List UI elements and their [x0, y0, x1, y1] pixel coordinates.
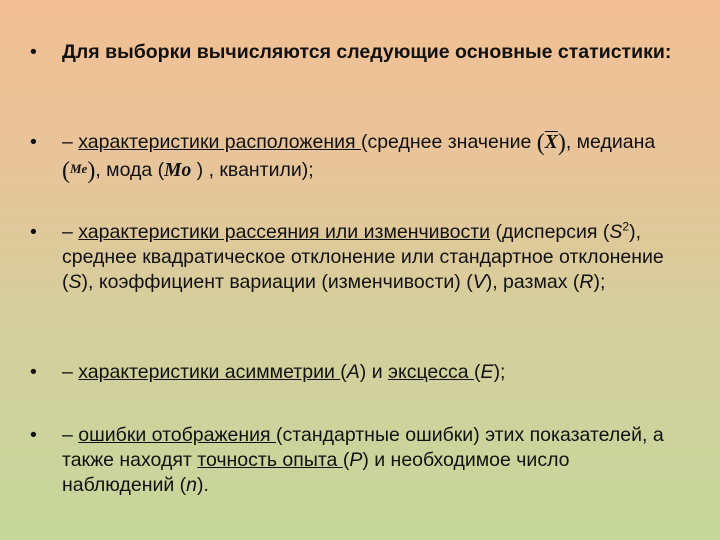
- bullet-item-1: [30, 40, 680, 65]
- bullet-marker: •: [30, 424, 37, 446]
- formula-mean: $(\overline{X})$: [536, 130, 566, 156]
- bullet-item-5: [30, 423, 680, 498]
- term-accuracy: точность опыта: [197, 449, 343, 471]
- bullet-marker: •: [30, 361, 37, 383]
- term-location: характеристики расположения: [78, 131, 361, 153]
- term-asymmetry: характеристики асимметрии: [78, 361, 341, 383]
- formula-median: (Me): [62, 158, 96, 184]
- term-errors: ошибки отображения: [78, 424, 277, 446]
- term-dispersion: характеристики рассеяния или изменчивости: [78, 221, 491, 243]
- bullet-text: – характеристики асимметрии (A) и эксцесса (E);: [62, 361, 506, 383]
- bullet-marker: •: [30, 131, 37, 153]
- bullet-text: – характеристики рассеяния или изменчивости (дисперсия $(S^2)$, среднее квадратическое отклонение или стандартное отклонение (S), коэффициент вариации (изменчивости) (V), размах (R);: [62, 219, 664, 293]
- bullet-text: Для выборки вычисляются следующие основные статистики:: [62, 41, 672, 63]
- bullet-text: – характеристики расположения (среднее значение $(\overline{X})$, медиана(Me), мода (Mo ) , квантили);: [62, 130, 656, 184]
- bullet-item-2: [30, 130, 680, 184]
- bullet-item-3: [30, 220, 680, 295]
- term-excess: эксцесса: [388, 361, 475, 383]
- bullet-item-4: [30, 360, 680, 385]
- bullet-text: – ошибки отображения (стандартные ошибки) этих показателей, а также находят точность опыта (P) и необходимое число наблюдений (n).: [62, 424, 664, 496]
- bullet-marker: •: [30, 41, 37, 63]
- formula-mode: Mo: [164, 160, 192, 181]
- bullet-marker: •: [30, 221, 37, 243]
